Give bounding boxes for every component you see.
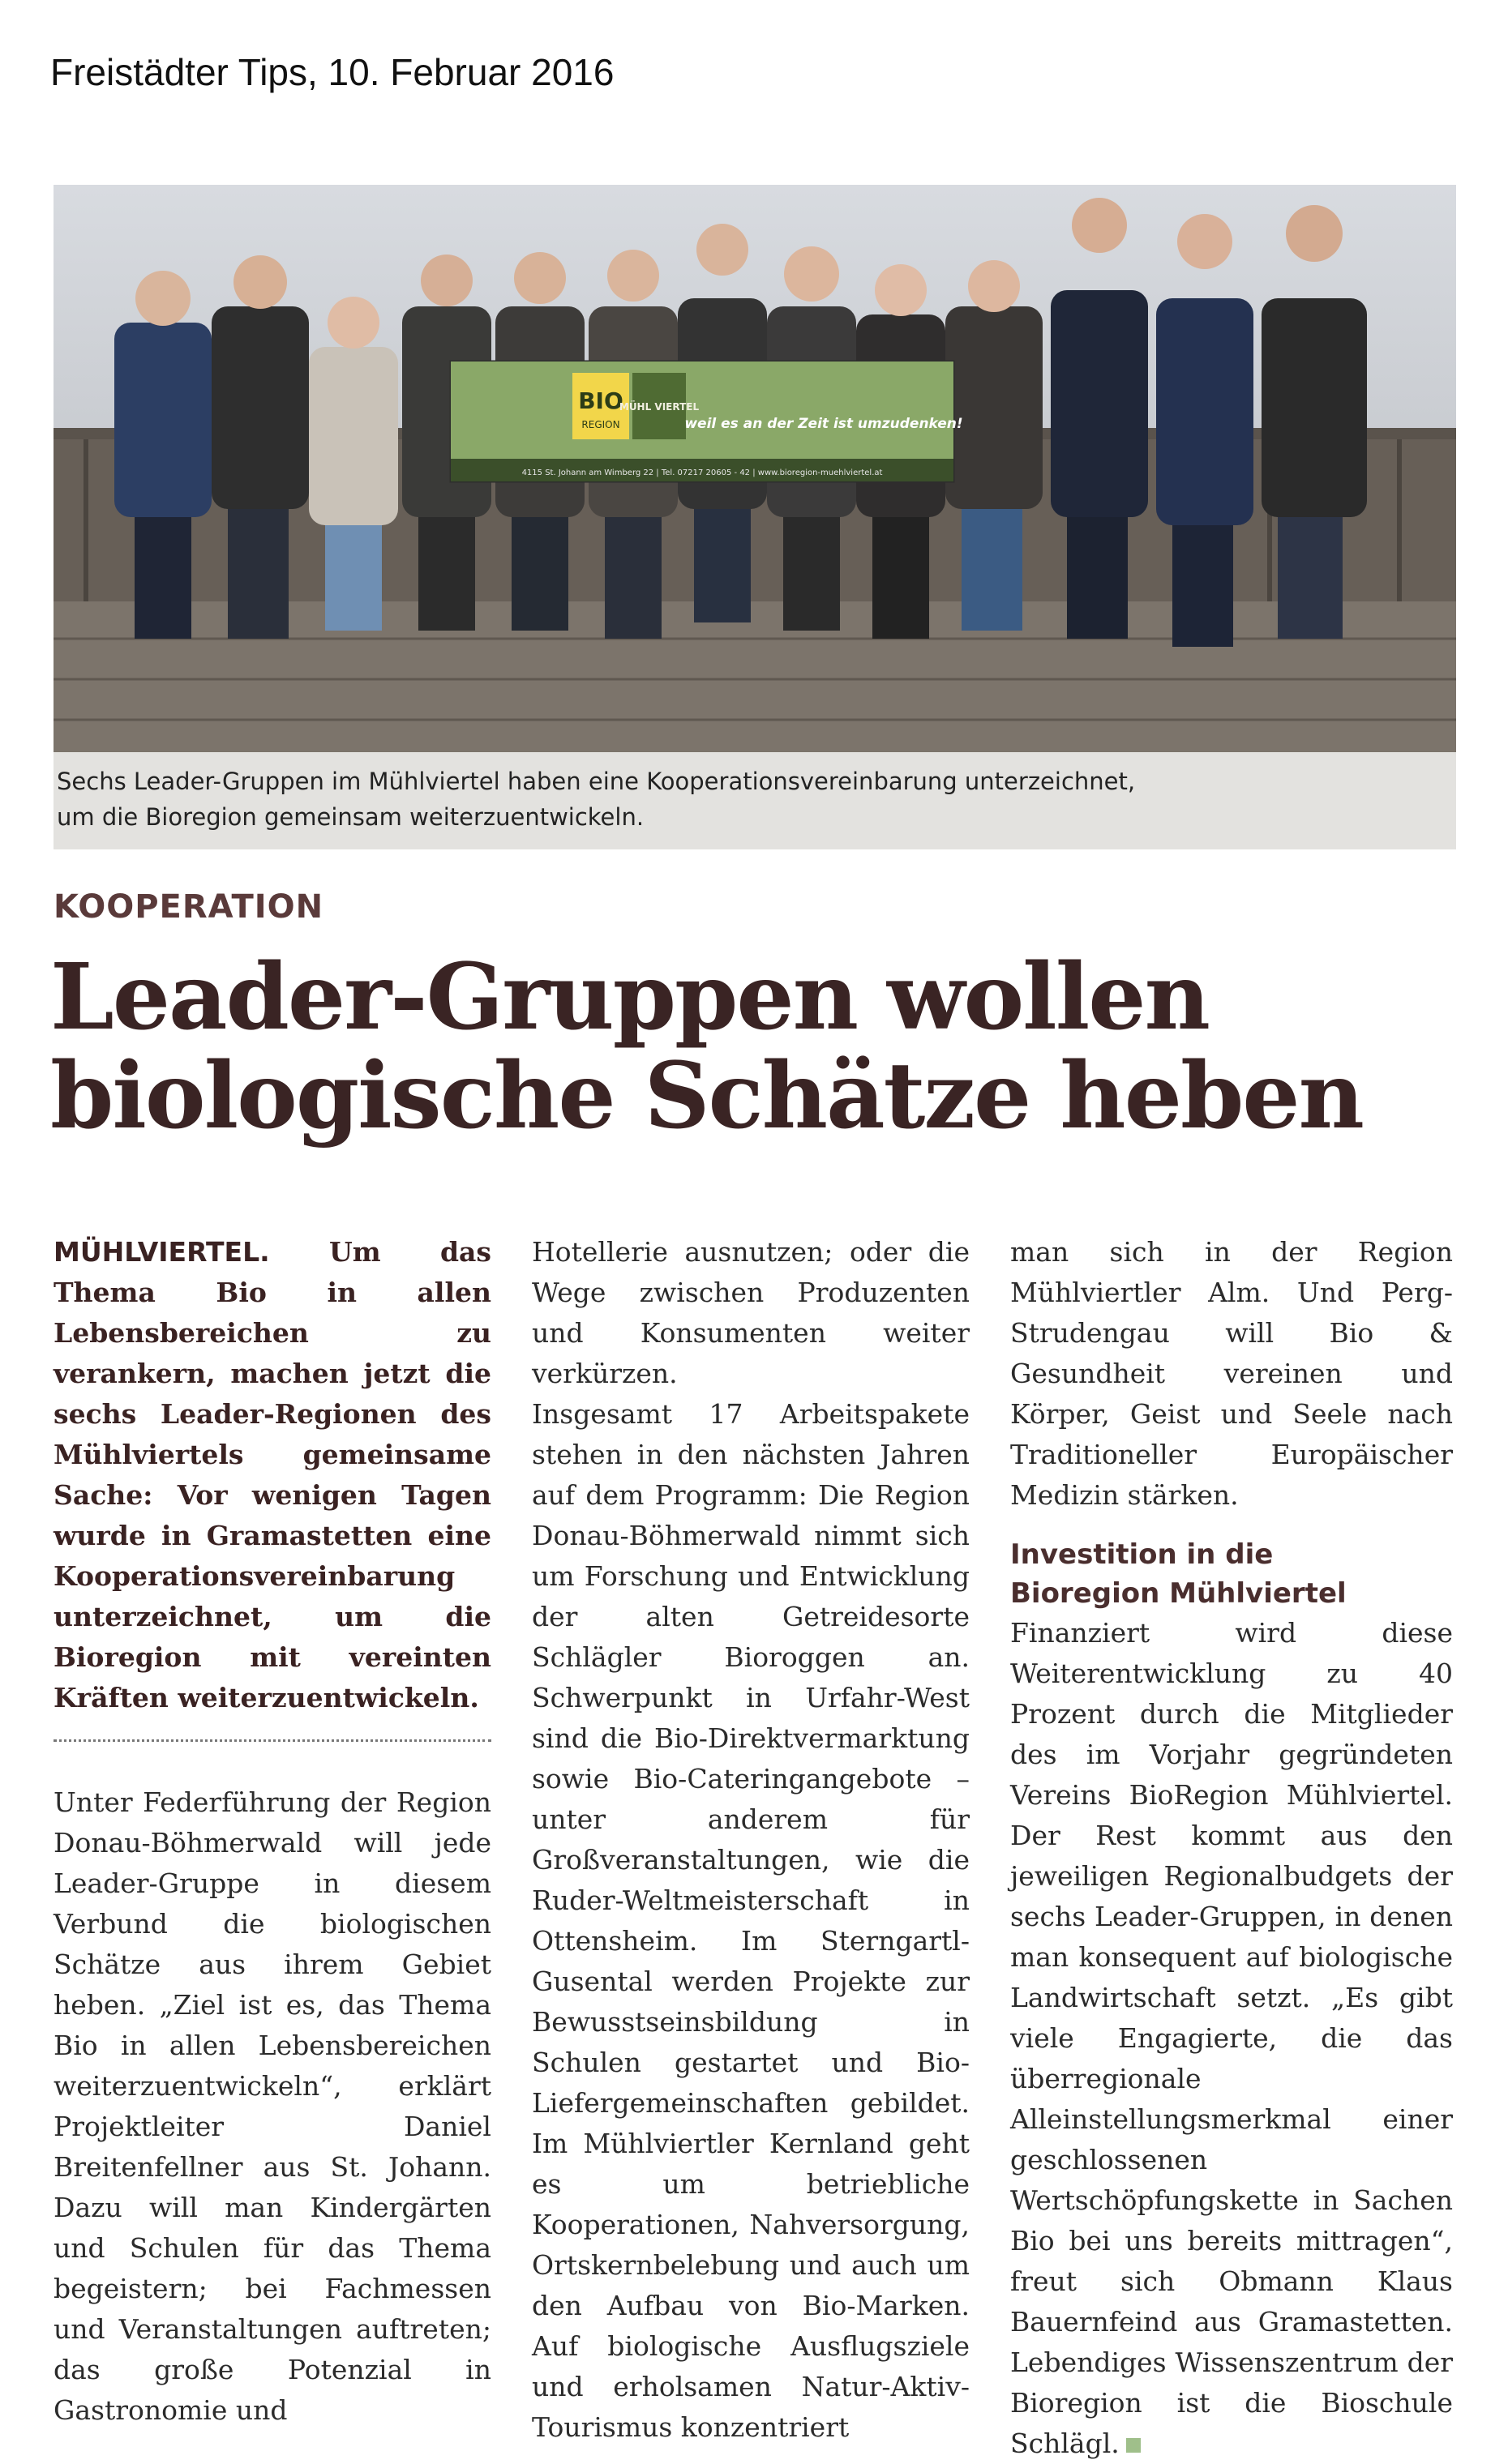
subhead-line-2: Bioregion Mühlviertel xyxy=(1010,1577,1347,1610)
kicker: KOOPERATION xyxy=(54,888,324,926)
body-paragraph-1: Unter Federführung der Region Donau-Böhmerwald will jede Leader-Gruppe in diesem Verbund die biologischen Schätze aus ihrem Gebiet heben. „Ziel ist es, das Thema Bio in allen Lebensbereichen weiterzuentwickeln“, erklärt Projektleiter Daniel Breitenfellner aus St. Johann. Dazu will man Kindergärten und Schulen für das Thema begeistern; bei Fachmessen und Veranstaltungen auftreten; das große Potenzial in Gastronomie und xyxy=(54,1786,491,2426)
body-paragraph-4-text: Finanziert wird diese Weiterentwicklung zu 40 Prozent durch die Mitglieder des im Vorjahr gegründeten Vereins BioRegion Mühlviertel. Der Rest kommt aus den jeweiligen Regionalbudgets der sechs Leader-Gruppen, in denen man konsequent auf biologische Landwirtschaft setzt. „Es gibt viele Engagierte, die das überregionale Alleinstellungsmerkmal einer geschlossenen Wertschöpfungskette in Sachen Bio bei uns bereits mittragen“, freut sich Obmann Klaus Bauernfeind aus Gramastetten. Lebendiges Wissenszentrum der Bioregion ist die Bioschule Schlägl. xyxy=(1010,1617,1453,2459)
photo-illustration xyxy=(54,185,1456,849)
banner-footer: 4115 St. Johann am Wimberg 22 | Tel. 07217 20605 - 42 | www.bioregion-muehlviertel.at xyxy=(521,468,883,477)
banner xyxy=(451,361,963,481)
lead-place: MÜHLVIERTEL. xyxy=(54,1236,270,1268)
caption-line-1: Sechs Leader-Gruppen im Mühlviertel haben eine Kooperationsvereinbarung unterzeichnet, xyxy=(57,768,1136,795)
headline-line-2: biologische Schätze heben xyxy=(50,1043,1363,1149)
banner-slogan: weil es an der Zeit ist umzudenken! xyxy=(684,416,963,432)
body-paragraph-2b: Insgesamt 17 Arbeitspakete stehen in den nächsten Jahren auf dem Programm: Die Region Donau-Böhmerwald nimmt sich um Forschung und Entwicklung der alten Getreidesorte Schlägler Bioroggen an. Schwerpunkt in Urfahr-West sind die Bio-Direktvermarktung sowie Bio-Cateringangebote – unter anderem für Großveranstaltungen, wie die Ruder-Weltmeisterschaft in Ottensheim. Im Sterngartl-Gusental werden Projekte zur Bewusstseinsbildung in Schulen gestartet und Bio-Liefergemeinschaften gebildet. Im Mühlviertler Kernland geht es um betriebliche Kooperationen, Nahversorgung, Ortskernbelebung und auch um den Aufbau von Bio-Marken. Auf biologische Ausflugsziele und erholsamen Natur-Aktiv-Tourismus konzentriert xyxy=(532,1398,970,2443)
source-line: Freistädter Tips, 10. Februar 2016 xyxy=(50,51,615,93)
body-paragraph-4 xyxy=(1010,1613,1453,2464)
headline xyxy=(50,944,1469,1149)
photo-caption xyxy=(54,752,1456,849)
column-3 xyxy=(1010,1232,1453,2464)
lead-divider xyxy=(54,1739,491,1742)
lead-text: Um das Thema Bio in allen Lebensbereichen zu verankern, machen jetzt die sechs Leader-Regionen des Mühlviertels gemeinsame Sache: Vor wenigen Tagen wurde in Gramastetten eine Kooperationsvereinbarung unterzeichnet, um die Bioregion mit vereinten Kräften weiterzuentwickeln. xyxy=(54,1236,491,1713)
headline-line-1: Leader-Gruppen wollen xyxy=(50,944,1209,1050)
banner-region: MÜHL VIERTEL xyxy=(619,401,700,413)
body-paragraph-2a: Hotellerie ausnutzen; oder die Wege zwischen Produzenten und Konsumenten weiter verkürzen. xyxy=(532,1236,970,1389)
column-2 xyxy=(532,1232,970,2448)
subhead xyxy=(1010,1535,1453,1613)
end-mark-icon xyxy=(1126,2438,1141,2453)
banner-logo-top: BIO xyxy=(578,387,623,414)
caption-line-2: um die Bioregion gemeinsam weiterzuentwickeln. xyxy=(57,803,645,831)
body-paragraph-3: man sich in der Region Mühlviertler Alm. Und Perg-Strudengau will Bio & Gesundheit vereinen und Körper, Geist und Seele nach Traditioneller Europäischer Medizin stärken. xyxy=(1010,1236,1453,1511)
banner-logo-sub: REGION xyxy=(581,419,620,430)
group-photo xyxy=(54,185,1456,849)
lead-paragraph xyxy=(54,1232,491,1718)
subhead-line-1: Investition in die xyxy=(1010,1538,1274,1571)
column-1 xyxy=(54,1232,491,2431)
